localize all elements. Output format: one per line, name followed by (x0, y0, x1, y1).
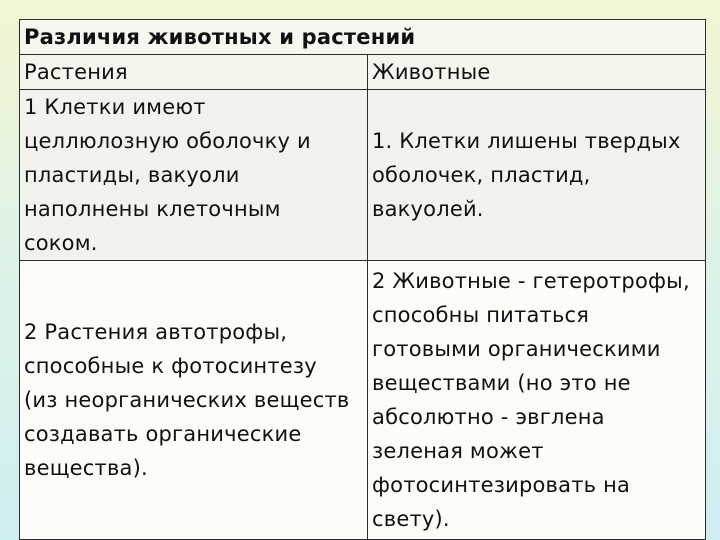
header-row (20, 55, 706, 90)
animals-cell-1: 1. Клетки лишены твердых оболочек, пластид, вакуолей. (368, 90, 706, 261)
table-row (20, 90, 706, 261)
animals-header: Животные (368, 55, 706, 90)
animals-cell-2: 2 Животные - гетеротрофы, способны питаться готовыми органическими веществами (но это не абсолютно - эвглена зеленая может фотосинтезировать на свету). (368, 261, 706, 540)
table-title: Различия животных и растений (20, 20, 706, 55)
comparison-table (19, 19, 706, 540)
plants-cell-2: 2 Растения автотрофы, способные к фотосинтезу (из неорганических веществ создавать органические вещества). (20, 261, 368, 540)
plants-cell-1: 1 Клетки имеют целлюлозную оболочку и пластиды, вакуоли наполнены клеточным соком. (20, 90, 368, 261)
plants-header: Растения (20, 55, 368, 90)
table-row (20, 261, 706, 540)
title-row (20, 20, 706, 55)
